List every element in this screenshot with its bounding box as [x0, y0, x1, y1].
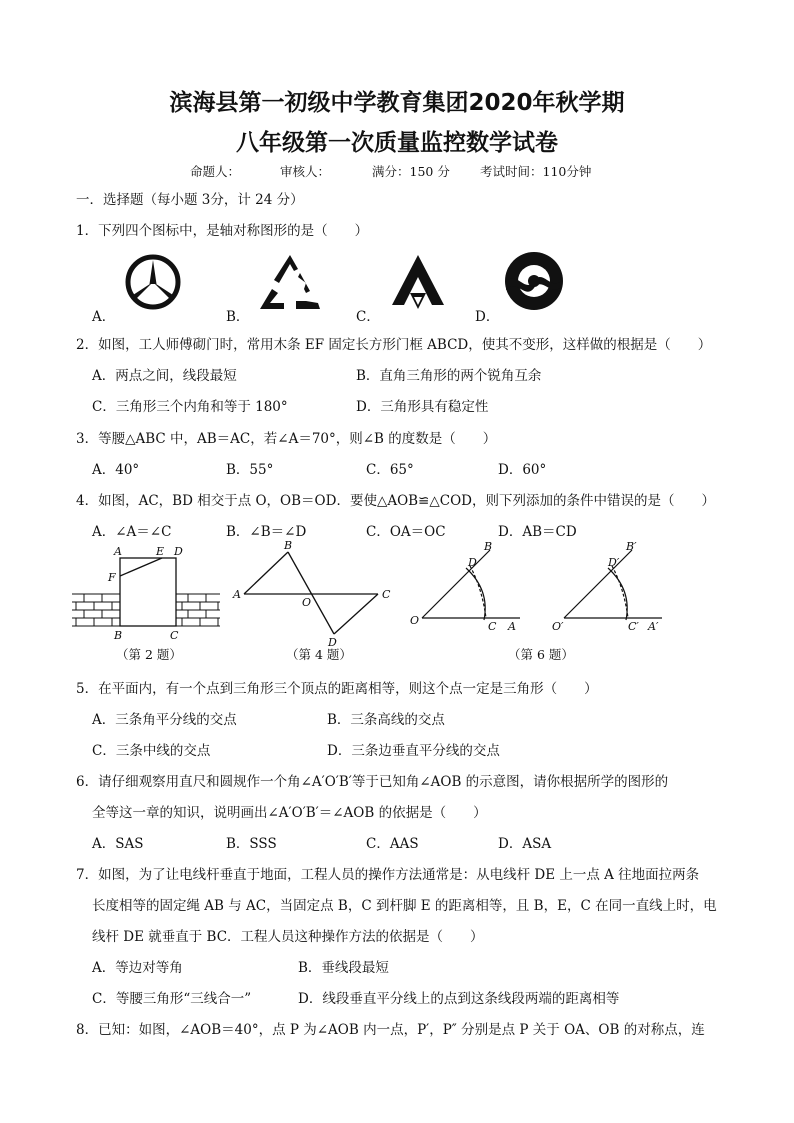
figure-4-crossing-triangles — [230, 538, 400, 648]
figure-4-caption: （第 4 题） — [286, 647, 352, 662]
question-2-stem: 2．如图，工人师傅砌门时，常用木条 EF 固定长方形门框 ABCD，使其不变形，这样做的根据是（ ） — [76, 337, 712, 353]
triangle-arrows-logo-icon — [388, 253, 448, 315]
figure-6-angle-construction — [404, 538, 694, 638]
question-6-option-b[interactable]: B．SSS — [226, 836, 277, 852]
question-3-option-d[interactable]: D．60° — [498, 462, 547, 478]
question-7-stem-line1: 7．如图，为了让电线杆垂直于地面，工程人员的操作方法通常是：从电线杆 DE 上一点 A 往地面拉两条 — [76, 867, 700, 883]
fig2-label-b: B — [114, 629, 123, 642]
exam-time: 考试时间：110分钟 — [480, 164, 592, 179]
exam-title-line2: 八年级第一次质量监控数学试卷 — [236, 130, 558, 156]
question-1-option-a[interactable]: A． — [92, 309, 116, 325]
full-score: 满分：150 分 — [372, 164, 450, 179]
figure-2-door-frame — [72, 544, 222, 644]
question-8-stem-line1: 8．已知：如图，∠AOB＝40°，点 P 为∠AOB 内一点，P′，P″ 分别是点 P 关于 OA、OB 的对称点，连 — [76, 1022, 705, 1038]
question-3-stem: 3．等腰△ABC 中，AB＝AC，若∠A＝70°，则∠B 的度数是（ ） — [76, 431, 497, 447]
question-5-option-a[interactable]: A．三条角平分线的交点 — [92, 712, 237, 728]
recycle-symbol-icon — [258, 253, 324, 313]
question-4-option-d[interactable]: D．AB＝CD — [498, 524, 577, 540]
fig6-label-b: B — [484, 540, 493, 553]
question-4-option-b[interactable]: B．∠B＝∠D — [226, 524, 307, 540]
figure-2-caption: （第 2 题） — [116, 647, 182, 662]
question-2-option-c[interactable]: C．三角形三个内角和等于 180° — [92, 399, 288, 415]
question-7-option-d[interactable]: D．线段垂直平分线上的点到这条线段两端的距离相等 — [298, 991, 620, 1007]
question-3-option-c[interactable]: C．65° — [366, 462, 414, 478]
question-2-option-b[interactable]: B．直角三角形的两个锐角互余 — [356, 368, 542, 384]
question-5-option-c[interactable]: C．三条中线的交点 — [92, 743, 211, 759]
fig4-label-o: O — [302, 596, 312, 609]
fig6-label-c: C — [488, 620, 497, 633]
mercedes-logo-icon — [124, 253, 184, 313]
fig4-label-d: D — [328, 636, 337, 649]
exam-title-line1: 滨海县第一初级中学教育集团2020年秋学期 — [169, 90, 625, 116]
question-1-option-c[interactable]: C． — [356, 309, 380, 325]
fig6-label-a: A — [508, 620, 516, 633]
question-3-option-a[interactable]: A．40° — [92, 462, 140, 478]
question-7-option-a[interactable]: A．等边对等角 — [92, 960, 183, 976]
fig6-label-o-prime: O′ — [552, 620, 564, 633]
question-6-option-c[interactable]: C．AAS — [366, 836, 419, 852]
fig6-label-o: O — [410, 614, 420, 627]
question-2-option-a[interactable]: A．两点之间，线段最短 — [92, 368, 237, 384]
fig2-label-d: D — [174, 545, 183, 558]
question-6-option-a[interactable]: A．SAS — [92, 836, 144, 852]
question-7-stem-line2: 长度相等的固定绳 AB 与 AC，当固定点 B，C 到杆脚 E 的距离相等，且 B，E，C 在同一直线上时，电 — [92, 898, 717, 914]
question-6-stem-line2: 全等这一章的知识，说明画出∠A′O′B′＝∠AOB 的依据是（ ） — [92, 805, 487, 821]
fig4-label-b: B — [284, 539, 293, 552]
fig2-label-f: F — [108, 571, 116, 584]
section-heading: 一．选择题（每小题 3分，计 24 分） — [76, 192, 304, 208]
question-5-option-d[interactable]: D．三条边垂直平分线的交点 — [327, 743, 500, 759]
fig2-label-c: C — [170, 629, 179, 642]
question-7-option-c[interactable]: C．等腰三角形“三线合一” — [92, 991, 252, 1007]
question-4-option-c[interactable]: C．OA＝OC — [366, 524, 446, 540]
figure-6-caption: （第 6 题） — [508, 647, 574, 662]
fig4-label-c: C — [382, 588, 391, 601]
question-3-option-b[interactable]: B．55° — [226, 462, 274, 478]
question-7-stem-line3: 线杆 DE 就垂直于 BC．工程人员这种操作方法的依据是（ ） — [92, 929, 484, 945]
fig6-label-c-prime: C′ — [628, 620, 639, 633]
question-4-option-a[interactable]: A．∠A＝∠C — [92, 524, 172, 540]
proposer-label: 命题人： — [190, 164, 241, 179]
question-1-stem: 1．下列四个图标中，是轴对称图形的是（ ） — [76, 223, 369, 239]
fig6-label-d-prime: D′ — [608, 556, 620, 569]
question-6-stem-line1: 6．请仔细观察用直尺和圆规作一个角∠A′O′B′等于已知角∠AOB 的示意图，请你根据所学的图形的 — [76, 774, 669, 790]
circle-swirl-logo-icon — [503, 250, 565, 312]
question-1-option-d[interactable]: D． — [475, 309, 500, 325]
question-5-option-b[interactable]: B．三条高线的交点 — [327, 712, 445, 728]
reviewer-label: 审核人： — [280, 164, 331, 179]
question-1-option-b[interactable]: B． — [226, 309, 250, 325]
fig2-label-e: E — [156, 545, 165, 558]
question-2-option-d[interactable]: D．三角形具有稳定性 — [356, 399, 489, 415]
question-6-option-d[interactable]: D．ASA — [498, 836, 552, 852]
question-7-option-b[interactable]: B．垂线段最短 — [298, 960, 389, 976]
fig4-label-a: A — [233, 588, 241, 601]
fig6-label-b-prime: B′ — [626, 540, 637, 553]
question-5-stem: 5．在平面内，有一个点到三角形三个顶点的距离相等，则这个点一定是三角形（ ） — [76, 681, 598, 697]
question-4-stem: 4．如图，AC，BD 相交于点 O，OB＝OD．要使△AOB≌△COD，则下列添加的条件中错误的是（ ） — [76, 493, 715, 509]
fig2-label-a: A — [114, 545, 122, 558]
fig6-label-d: D — [468, 556, 477, 569]
fig6-label-a-prime: A′ — [648, 620, 659, 633]
